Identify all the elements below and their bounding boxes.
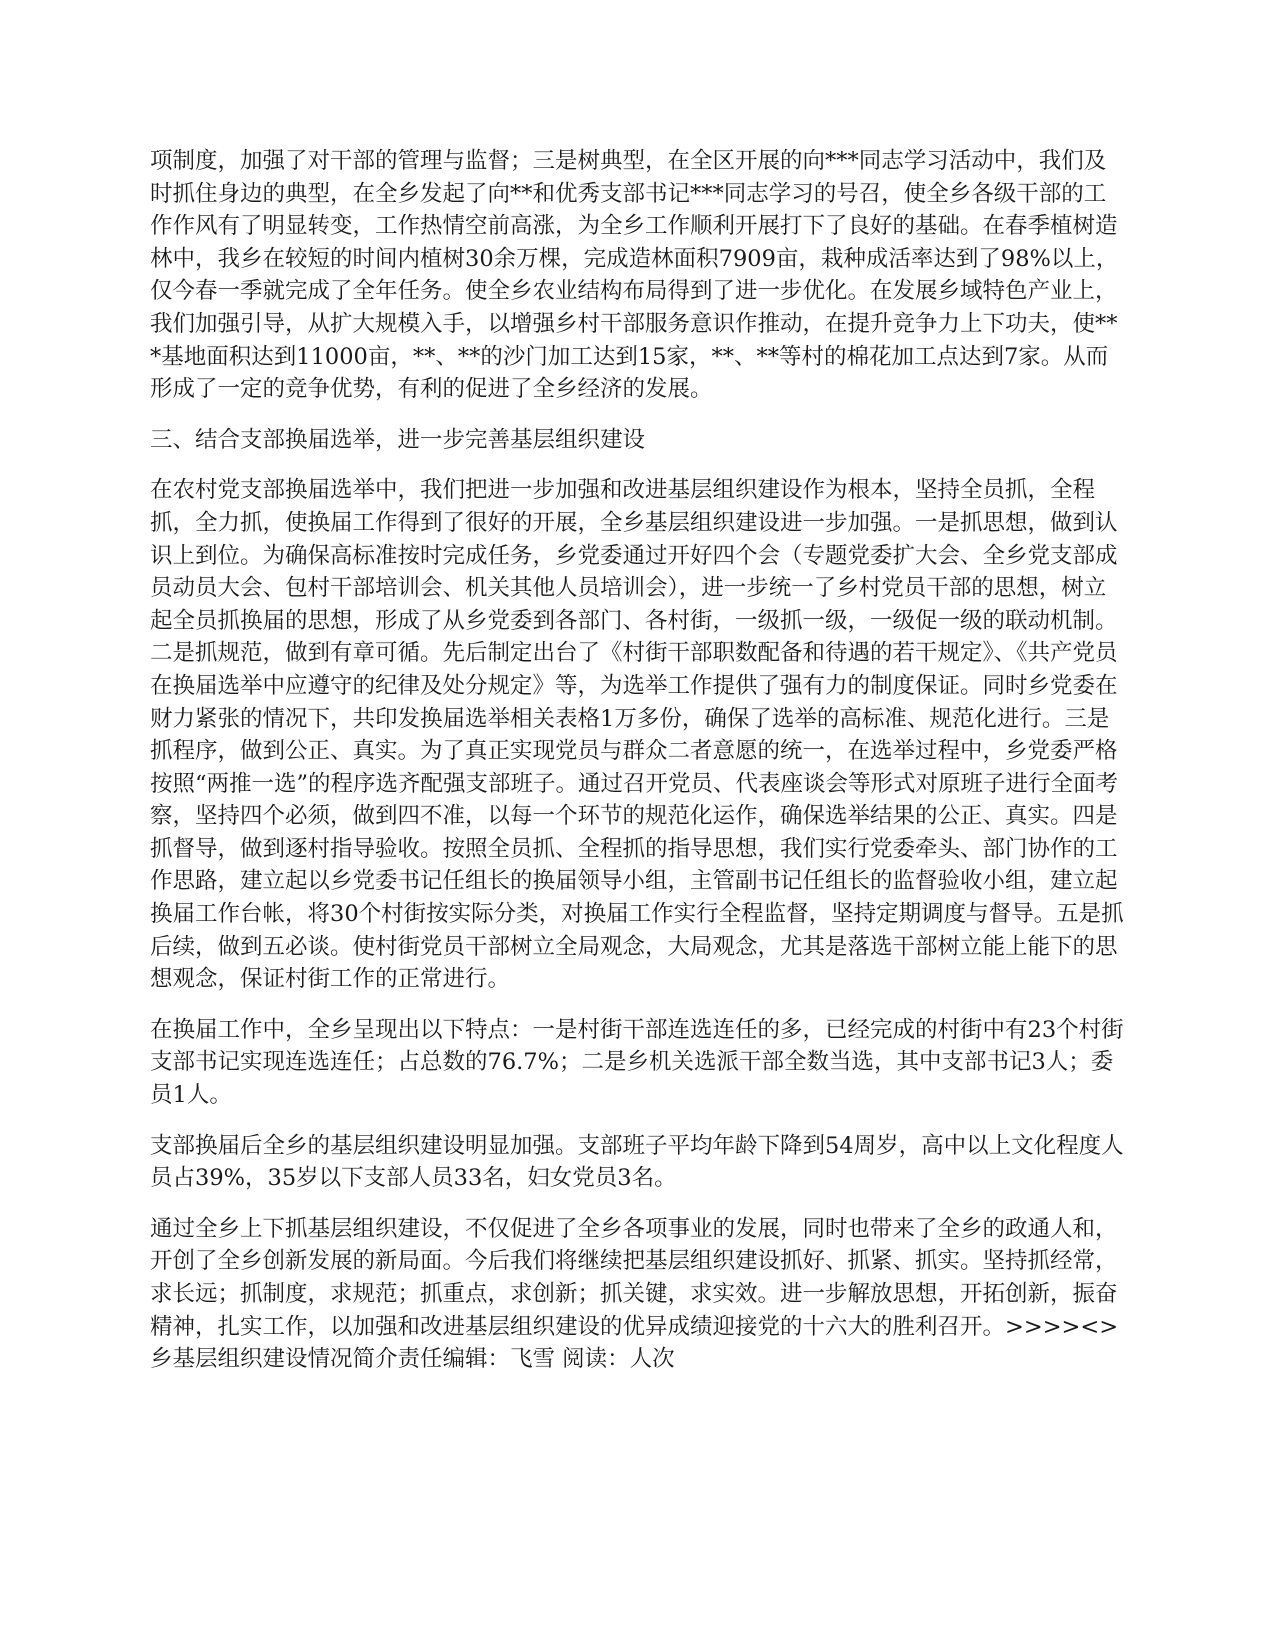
document-body xyxy=(150,145,1128,1394)
paragraph-cadre-management: 项制度，加强了对干部的管理与监督；三是树典型，在全区开展的向***同志学习活动中，我们及时抓住身边的典型，在全乡发起了向**和优秀支部书记***同志学习的号召，使全乡各级干部的工作作风有了明显转变，工作热情空前高涨，为全乡工作顺利开展打下了良好的基础。在春季植树造林中，我乡在较短的时间内植树30余万棵，完成造林面积7909亩，栽种成活率达到了98%以上，仅今春一季就完成了全年任务。使全乡农业结构布局得到了进一步优化。在发展乡域特色产业上，我们加强引导，从扩大规模入手，以增强乡村干部服务意识作推动，在提升竞争力上下功夫，使***基地面积达到11000亩，**、**的沙门加工达到15家，**、**等村的棉花加工点达到7家。从而形成了一定的竞争优势，有利的促进了全乡经济的发展。 xyxy=(150,148,1119,403)
paragraph-election-features: 在换届工作中，全乡呈现出以下特点：一是村街干部连选连任的多，已经完成的村街中有23个村街支部书记实现连选连任；占总数的76.7%；二是乡机关选派干部全数当选，其中支部书记3人；委员1人。 xyxy=(150,1016,1124,1109)
paragraph-branch-election: 在农村党支部换届选举中，我们把进一步加强和改进基层组织建设作为根本，坚持全员抓，全程抓，全力抓，使换届工作得到了很好的开展，全乡基层组织建设进一步加强。一是抓思想，做到认识上到位。为确保高标准按时完成任务，乡党委通过开好四个会（专题党委扩大会、全乡党支部成员动员大会、包村干部培训会、机关其他人员培训会），进一步统一了乡村党员干部的思想，树立起全员抓换届的思想，形成了从乡党委到各部门、各村街，一级抓一级，一级促一级的联动机制。二是抓规范，做到有章可循。先后制定出台了《村街干部职数配备和待遇的若干规定》、《共产党员在换届选举中应遵守的纪律及处分规定》等，为选举工作提供了强有力的制度保证。同时乡党委在财力紧张的情况下，共印发换届选举相关表格1万多份，确保了选举的高标准、规范化进行。三是抓程序，做到公正、真实。为了真正实现党员与群众二者意愿的统一，在选举过程中，乡党委严格按照“两推一选”的程序选齐配强支部班子。通过召开党员、代表座谈会等形式对原班子进行全面考察，坚持四个必须，做到四不准，以每一个环节的规范化运作，确保选举结果的公正、真实。四是抓督导，做到逐村指导验收。按照全员抓、全程抓的指导思想，我们实行党委牵头、部门协作的工作思路，建立起以乡党委书记任组长的换届领导小组，主管副书记任组长的监督验收小组，建立起换届工作台帐，将30个村街按实际分类，对换届工作实行全程监督，坚持定期调度与督导。五是抓后续，做到五必谈。使村街党员干部树立全局观念，大局观念，尤其是落选干部树立能上能下的思想观念，保证村街工作的正常进行。 xyxy=(150,477,1124,993)
paragraph-conclusion: 通过全乡上下抓基层组织建设，不仅促进了全乡各项事业的发展，同时也带来了全乡的政通人和，开创了全乡创新发展的新局面。今后我们将继续把基层组织建设抓好、抓紧、抓实。坚持抓经常，求长远；抓制度，求规范；抓重点，求创新；抓关键，求实效。进一步解放思想，开拓创新，振奋精神，扎实工作，以加强和改进基层组织建设的优异成绩迎接党的十六大的胜利召开。>>>><>乡基层组织建设情况简介责任编辑：飞雪 阅读：人次 xyxy=(150,1215,1119,1373)
section-heading-three: 三、结合支部换届选举，进一步完善基层组织建设 xyxy=(150,426,646,453)
paragraph-after-election: 支部换届后全乡的基层组织建设明显加强。支部班子平均年龄下降到54周岁，高中以上文化程度人员占39%，35岁以下支部人员33名，妇女党员3名。 xyxy=(150,1132,1124,1192)
